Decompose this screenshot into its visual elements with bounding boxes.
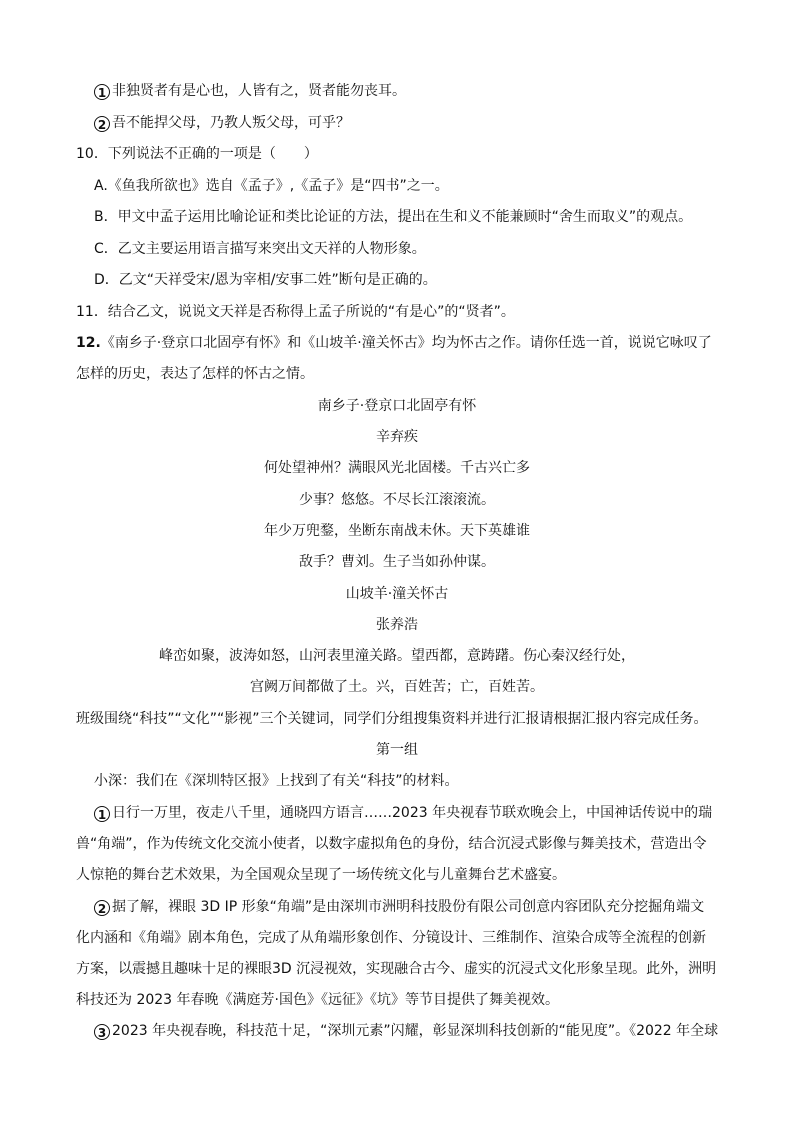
paragraph-1-line-1	[94, 803, 712, 823]
poem-2-line-1: 峰峦如聚，波涛如怒，山河表里潼关路。望西都，意踌躇。伤心秦汉经行处，	[159, 648, 635, 664]
paragraph-3-text-1: 2023 年央视春晚，科技范十足，“深圳元素”闪耀，彰显深圳科技创新的“能见度”。《2022 年全球	[112, 1023, 719, 1039]
paragraph-2-line-3: 方案，以震撼且趣味十足的裸眼3D 沉浸视效，实现融合古今、虚实的沉浸式文化形象呈现。此外，洲明	[76, 961, 717, 977]
paragraph-2-line-2: 化内涵和《角端》剧本角色，完成了从角端形象创作、分镜设计、三维制作、渲染合成等全流程的创新	[76, 930, 706, 946]
poem-1-line-3: 年少万兜鍪，坐断东南战未休。天下英雄谁	[264, 523, 530, 539]
quote-1	[94, 81, 406, 101]
question-12-line-1	[76, 333, 712, 353]
poem-2-title: 山坡羊·潼关怀古	[345, 586, 449, 602]
circled-number-para-1: 1	[94, 806, 110, 822]
question-12-number: 12.	[76, 335, 101, 351]
question-10-option-b: B．甲文中孟子运用比喻论证和类比论证的方法，提出在生和义不能兼顾时“舍生而取义”的观点。	[94, 209, 693, 225]
question-10-option-a: A.《鱼我所欲也》选自《孟子》,《孟子》是“四书”之一。	[94, 178, 449, 194]
poem-2-author: 张养浩	[376, 617, 418, 633]
circled-number-2: 2	[94, 116, 110, 132]
paragraph-2-line-4: 科技还为 2023 年春晚《满庭芳·国色》《远征》《坑》等节目提供了舞美视效。	[76, 992, 559, 1008]
paragraph-1-text-1: 日行一万里，夜走八千里，通晓四方语言……2023 年央视春节联欢晚会上，中国神话传说中的瑞	[112, 805, 713, 821]
paragraph-1-line-3: 人惊艳的舞台艺术效果，为全国观众呈现了一场传统文化与儿童舞台艺术盛宴。	[76, 867, 566, 883]
paragraph-1-line-2: 兽“角端”，作为传统文化交流小使者，以数字虚拟角色的身份，结合沉浸式影像与舞美技术，营造出令	[76, 836, 707, 852]
group-1-speaker-line: 小深：我们在《深圳特区报》上找到了有关“科技”的材料。	[94, 773, 459, 789]
poem-1-line-2: 少事？悠悠。不尽长江滚滚流。	[299, 492, 495, 508]
paragraph-2-text-1: 据了解，裸眼 3D IP 形象“角端”是由深圳市洲明科技股份有限公司创意内容团队充分挖掘角端文	[112, 899, 705, 915]
question-12-text-1: 《南乡子·登京口北固亭有怀》和《山坡羊·潼关怀古》均为怀古之作。请你任选一首，说说它咏叹了	[100, 335, 712, 351]
circled-number-para-3: 3	[94, 1024, 110, 1040]
question-10-option-d: D．乙文“天祥受宋/恩为宰相/安事二姓”断句是正确的。	[94, 272, 437, 288]
poem-1-line-1: 何处望神州？满眼风光北固楼。千古兴亡多	[264, 460, 530, 476]
quote-2	[94, 113, 350, 133]
poem-1-title: 南乡子·登京口北固亭有怀	[317, 398, 477, 414]
quote-1-text: 非独贤者有是心也，人皆有之，贤者能勿丧耳。	[112, 83, 406, 99]
quote-2-text: 吾不能捍父母，乃教人叛父母，可乎？	[112, 115, 350, 131]
task-intro: 班级围绕“科技”“文化”“影视”三个关键词，同学们分组搜集资料并进行汇报请根据汇报内容完成任务。	[76, 711, 708, 727]
circled-number-1: 1	[94, 84, 110, 100]
group-1-title: 第一组	[376, 742, 418, 758]
question-11-stem: 11．结合乙文，说说文天祥是否称得上孟子所说的“有是心”的“贤者”。	[76, 304, 515, 320]
poem-1-author: 辛弃疾	[376, 429, 418, 445]
paragraph-2-line-1	[94, 897, 704, 917]
question-10-option-c: C．乙文主要运用语言描写来突出文天祥的人物形象。	[94, 241, 426, 257]
question-12-line-2: 怎样的历史，表达了怎样的怀古之情。	[76, 366, 314, 382]
question-10-stem: 10．下列说法不正确的一项是（ ）	[76, 146, 318, 162]
circled-number-para-2: 2	[94, 900, 110, 916]
poem-2-line-2: 宫阙万间都做了土。兴，百姓苦；亡，百姓苦。	[250, 679, 544, 695]
poem-1-line-4: 敌手？曹刘。生子当如孙仲谋。	[299, 554, 495, 570]
paragraph-3-line-1	[94, 1021, 718, 1041]
